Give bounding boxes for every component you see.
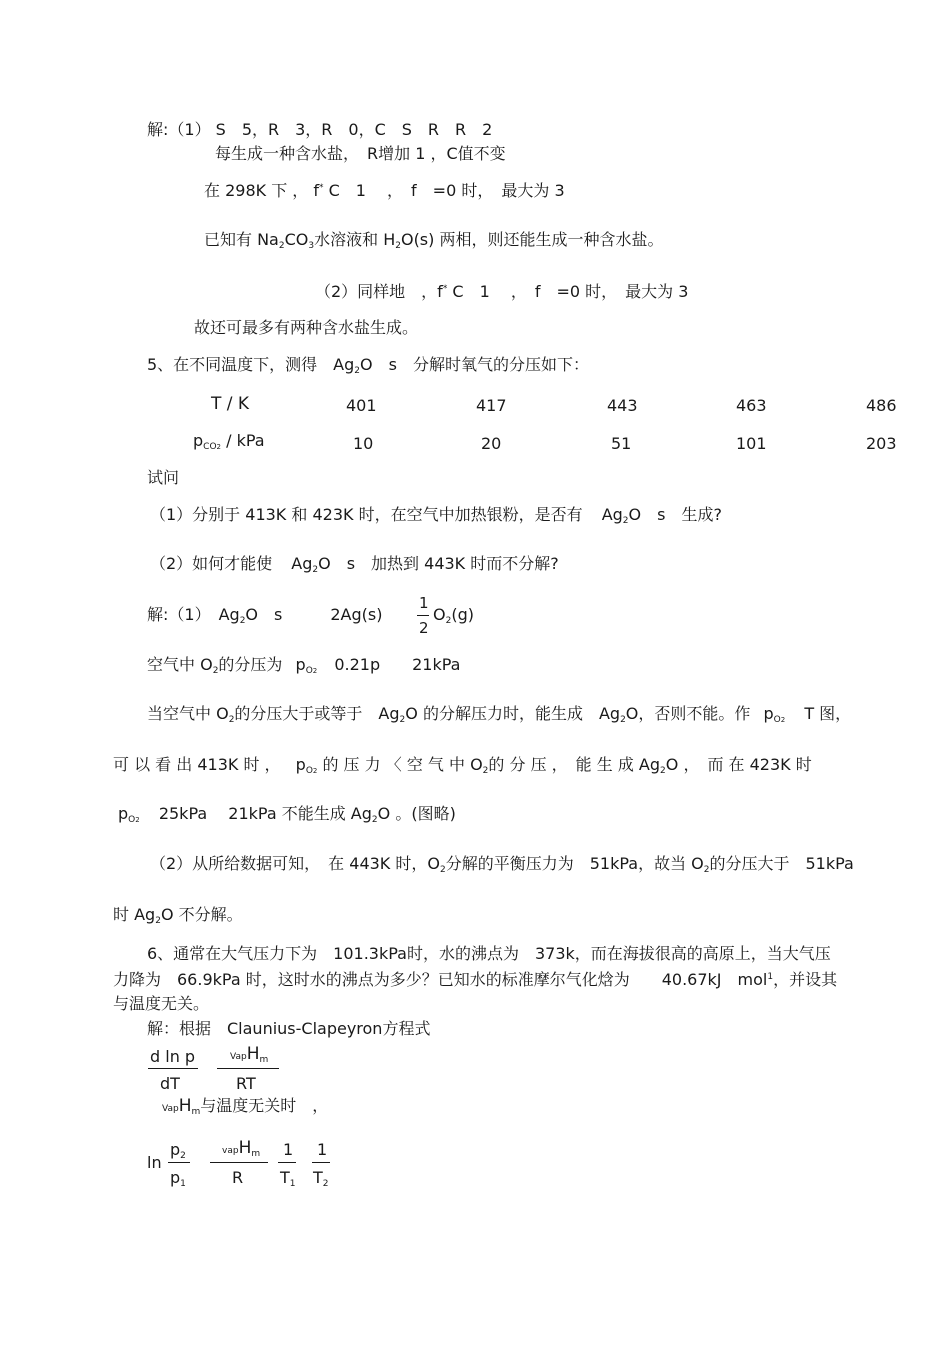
f1-bar-right (217, 1068, 279, 1069)
f2-ln: ln (147, 1153, 162, 1172)
sub: O (773, 715, 781, 725)
h-symbol: H (178, 1096, 192, 1116)
table-row1-label: T / K (211, 394, 250, 414)
f2-t2-num: 1 (317, 1140, 328, 1159)
q6-line3: 与温度无关。 (113, 994, 210, 1013)
q6-line1: 6、通常在大气压力下为 101.3kPa时，水的沸点为 373k，而在海拔很高的高原上，当大气压 (147, 944, 831, 963)
ask-label: 试问 (147, 468, 180, 487)
sub: 2 (312, 565, 319, 575)
sub: m (251, 1149, 261, 1159)
q6-line2-b: ，并设其 (773, 970, 838, 989)
p25-d: O 。(图略) (377, 804, 456, 823)
q5-intro-b: O s 分解时氧气的分压如下： (360, 355, 589, 374)
f1-numerator: d ln p (150, 1047, 196, 1066)
known-a: 已知有 Na (204, 230, 279, 249)
ans2-c: 的分压大于 51kPa (709, 854, 854, 873)
sub: 2 (371, 815, 378, 825)
f1-denominator: dT (160, 1074, 180, 1093)
sup: 1 (767, 972, 774, 982)
similar-text: （2）同样地 ，f (315, 282, 443, 301)
f2-num (170, 1142, 186, 1161)
known-b: CO (284, 230, 309, 249)
f2-right-num (222, 1140, 260, 1159)
star-mark: * (442, 284, 448, 294)
q6-solution: 解：根据 Claunius-Clapeyron方程式 (147, 1019, 431, 1038)
table-pressure-3: 51 (611, 434, 632, 453)
q1-b: Ag (601, 505, 623, 524)
sub: 2 (155, 916, 161, 926)
conclusion-line: 故还可最多有两种含水盐生成。 (194, 318, 419, 337)
p-symbol: p (170, 1168, 181, 1187)
h-symbol: H (238, 1138, 252, 1158)
frac-half-num: 1 (419, 594, 429, 612)
f1-right-den: RT (236, 1074, 256, 1093)
q5-sub1 (150, 507, 722, 526)
q5-intro (147, 357, 589, 376)
p-symbol: p (295, 655, 306, 674)
p-symbol: p (193, 431, 204, 450)
sub: O (305, 666, 313, 676)
sub: 2 (216, 443, 221, 451)
salt-line: 每生成一种含水盐， R增加 1 ，C值不变 (215, 144, 506, 163)
sub: 2 (399, 715, 406, 725)
sub: 2 (212, 666, 219, 676)
q1-a: （1）分别于 413K 和 423K 时，在空气中加热银粉，是否有 (150, 505, 583, 524)
sub: 2 (322, 1179, 329, 1189)
p-symbol: p (295, 755, 306, 774)
when-d: O，否则不能。作 (625, 704, 751, 723)
sub: 3 (308, 241, 315, 251)
p25-line (118, 806, 456, 825)
gas-state: (g) (451, 605, 474, 624)
answer2-tail (113, 907, 243, 926)
sub: O (128, 815, 136, 825)
sub: 2 (622, 516, 629, 526)
star-mark: * (319, 183, 324, 193)
sub: 2 (620, 715, 626, 725)
h-symbol: H (246, 1044, 260, 1064)
sub: 1 (289, 1179, 296, 1189)
ans2-e: O 不分解。 (160, 905, 243, 924)
f2-t1-num: 1 (283, 1140, 294, 1159)
air-a: 空气中 O (147, 655, 213, 674)
known-d: O(s) 两相，则还能生成一种含水盐。 (400, 230, 664, 249)
q2-c: O s 加热到 443K 时而不分解? (318, 554, 559, 573)
answer-header: 解:（1） S 5，R 3，R 0，C S R R 2 (147, 120, 493, 139)
ans2-d: 时 Ag (113, 905, 156, 924)
q1-c: O s 生成? (628, 505, 722, 524)
when-g: T 图， (804, 704, 852, 723)
f2-bar-h (210, 1162, 268, 1163)
table-temp-4: 463 (736, 396, 767, 415)
p25-c: 25kPa 21kPa 不能生成 Ag (158, 804, 372, 823)
f2-right-den: R (232, 1168, 244, 1187)
when-b: 的分压大于或等于 Ag (234, 704, 400, 723)
vap-label: Vap (162, 1104, 179, 1114)
see-f: O ， 而 在 423K 时 (665, 755, 812, 774)
sub: 2 (660, 766, 666, 776)
when-a: 当空气中 O (147, 704, 229, 723)
t-symbol: T (313, 1168, 323, 1187)
air-c: 0.21p 21kPa (334, 655, 461, 674)
f2-t1-den (280, 1170, 296, 1189)
p-symbol: p (170, 1140, 181, 1159)
f2-bar-t2 (312, 1162, 330, 1163)
sub: O (305, 766, 313, 776)
answer2-line (150, 856, 854, 875)
f2-den (170, 1170, 186, 1189)
known-line (204, 232, 663, 251)
q5-sub2 (150, 556, 559, 575)
table-temp-3: 443 (607, 396, 638, 415)
sub: 2 (354, 366, 361, 376)
sol-b: O s 2Ag(s) (245, 605, 383, 624)
table-pressure-2: 20 (481, 434, 502, 453)
sub: 2 (482, 766, 489, 776)
frac-half-bar (417, 615, 429, 616)
sub: 2 (312, 767, 318, 775)
f1-bar-left (148, 1068, 198, 1069)
dof-text: 在 298K 下 ， f (204, 181, 320, 200)
known-c: 水溶液和 H (314, 230, 396, 249)
t-symbol: T (280, 1168, 290, 1187)
condition-line (162, 1098, 328, 1117)
air-line (147, 657, 461, 676)
ans2-a: （2）从所给数据可知， 在 443K 时，O (150, 854, 440, 873)
table-pressure-5: 203 (866, 434, 897, 453)
sub: 2 (278, 241, 285, 251)
sub: 2 (439, 865, 446, 875)
see-line (113, 757, 812, 776)
when-line (147, 706, 851, 725)
table-temp-5: 486 (866, 396, 897, 415)
sub: 2 (239, 616, 246, 626)
similar-line (315, 284, 688, 300)
table-pressure-1: 10 (353, 434, 374, 453)
f2-bar-t1 (278, 1162, 296, 1163)
sub: 2 (703, 865, 710, 875)
sub: 2 (780, 716, 786, 724)
unit: / kPa (221, 431, 265, 450)
q2-a: （2）如何才能使 (150, 554, 273, 573)
vap-label: vap (222, 1146, 239, 1156)
sub: 2 (395, 241, 401, 251)
sol-a: 解:（1） Ag (147, 605, 240, 624)
q5-intro-a: 5、在不同温度下，测得 Ag (147, 355, 355, 374)
sub: 2 (135, 816, 140, 824)
sub: 2 (228, 715, 235, 725)
f2-t2-den (313, 1170, 329, 1189)
degrees-of-freedom-line (204, 183, 565, 199)
see-d: 的 压 力 〈 空 气 中 O (322, 755, 483, 774)
vap-label: Vap (230, 1052, 247, 1062)
o-symbol: O (433, 605, 446, 624)
frac-half-den: 2 (419, 619, 429, 637)
air-b: 的分压为 (218, 655, 283, 674)
o2-gas (433, 607, 474, 626)
see-e: 的 分 压 ， 能 生 成 Ag (488, 755, 661, 774)
similar-rest: C 1 ， f =0 时， 最大为 3 (452, 282, 689, 301)
q2-b: Ag (291, 554, 313, 573)
table-pressure-4: 101 (736, 434, 767, 453)
cond-rest: 与温度无关时 ， (200, 1096, 329, 1115)
f1-right-num (230, 1046, 268, 1065)
when-c: O 的分解压力时，能生成 Ag (405, 704, 621, 723)
q6-line2 (113, 972, 837, 988)
sub: m (259, 1055, 269, 1065)
q6-line2-a: 力降为 66.9kPa 时，这时水的沸点为多少？已知水的标准摩尔气化焓为 40.67kJ mol (113, 970, 768, 989)
sub: CO (203, 442, 217, 452)
sub: 1 (180, 1179, 186, 1189)
p-symbol: p (118, 804, 129, 823)
dof-rest: C 1 ， f =0 时， 最大为 3 (328, 181, 565, 200)
sub: 2 (445, 616, 452, 626)
table-temp-2: 417 (476, 396, 507, 415)
ans2-b: 分解的平衡压力为 51kPa，故当 O (445, 854, 704, 873)
sub: m (191, 1107, 201, 1117)
table-row2-label (193, 433, 265, 452)
see-a: 可 以 看 出 413K 时 ， (113, 755, 281, 774)
p-symbol: p (763, 704, 774, 723)
reaction-line (147, 607, 382, 626)
table-temp-1: 401 (346, 396, 377, 415)
sub: 2 (312, 667, 318, 675)
sub: 2 (180, 1151, 186, 1161)
f2-bar-p (168, 1162, 190, 1163)
